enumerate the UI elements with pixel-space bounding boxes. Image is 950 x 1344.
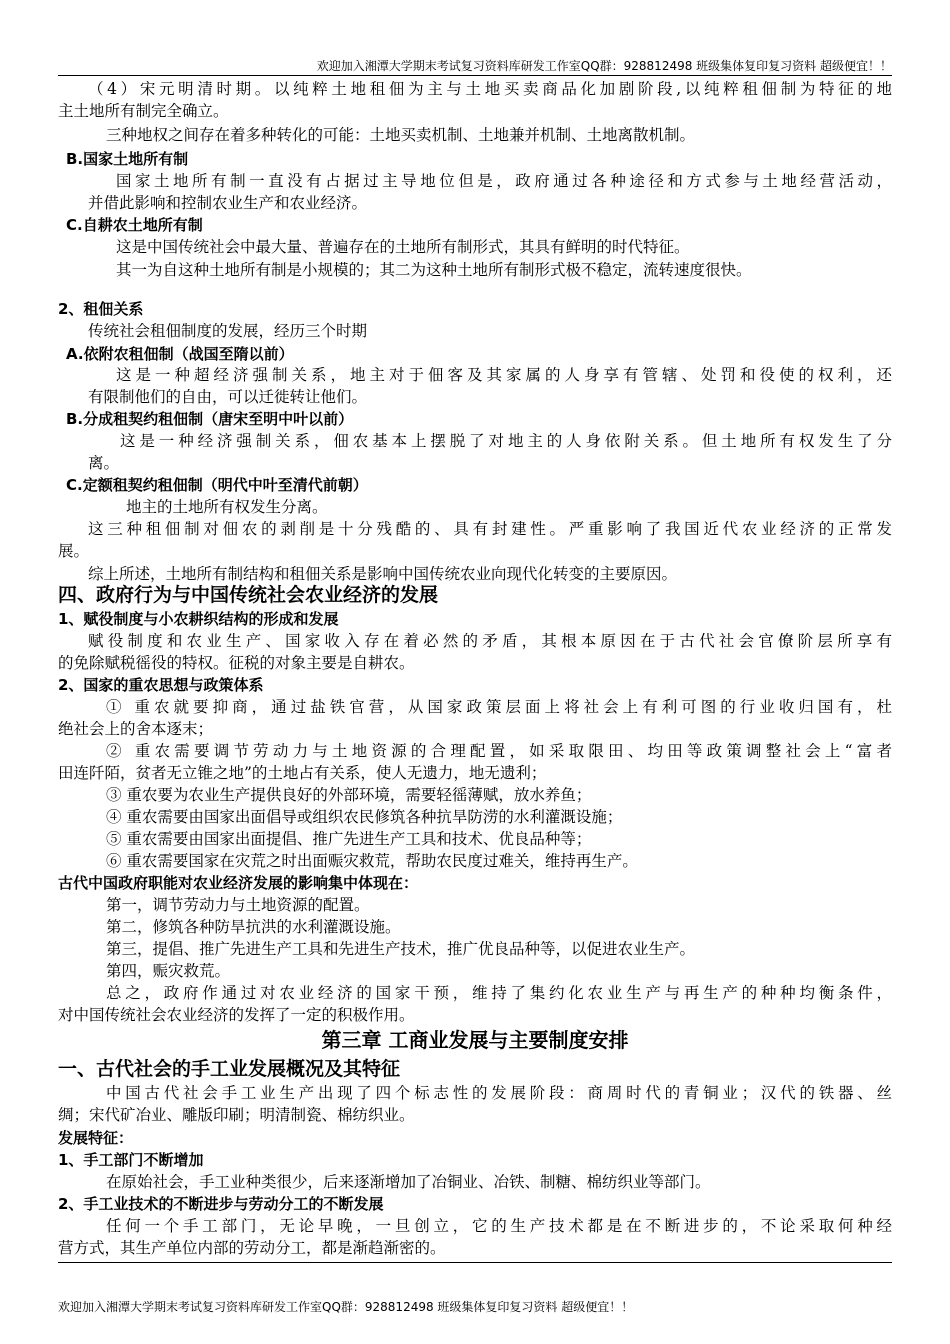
text-line: 绸；宋代矿冶业、雕版印刷；明清制瓷、棉纺织业。: [58, 1106, 415, 1124]
section-heading: B.国家土地所有制: [66, 150, 189, 168]
section-heading: A.依附农租佃制（战国至隋以前）: [66, 345, 294, 363]
list-item: ③ 重农要为农业生产提供良好的外部环境，需要轻徭薄赋，放水养鱼；: [106, 786, 592, 804]
text-line: 地主的土地所有权发生分离。: [126, 498, 328, 516]
text-line: 第二，修筑各种防旱抗洪的水利灌溉设施。: [106, 918, 401, 936]
text-line: 第四，赈灾救荒。: [106, 962, 231, 980]
list-item: ① 重农就要抑商，通过盐铁官营，从国家政策层面上将社会上有利可图的行业收归国有，杜: [106, 698, 892, 716]
page-footer: 欢迎加入湘潭大学期末考试复习资料库研发工作室QQ群：928812498 班级集体复印复习资料 超级便宜！！: [58, 1300, 634, 1314]
text-line: 这是中国传统社会中最大量、普遍存在的土地所有制形式，其具有鲜明的时代特征。: [116, 238, 690, 256]
text-line: 营方式，其生产单位内部的劳动分工，都是渐趋渐密的。: [58, 1239, 446, 1257]
text-line: 第三，提倡、推广先进生产工具和先进生产技术，推广优良品种等，以促进农业生产。: [106, 940, 696, 958]
text-line: 这三种租佃制对佃农的剥削是十分残酷的、具有封建性。严重影响了我国近代农业经济的正常发: [88, 520, 892, 538]
chapter-title: 第三章 工商业发展与主要制度安排: [321, 1028, 629, 1052]
text-line: 国家土地所有制一直没有占据过主导地位但是，政府通过各种途径和方式参与土地经营活动，: [116, 172, 892, 190]
chapter-section-title: 四、政府行为与中国传统社会农业经济的发展: [58, 584, 439, 606]
text-line: 并借此影响和控制农业生产和农业经济。: [88, 194, 368, 212]
section-heading: C.定额租契约租佃制（明代中叶至清代前朝）: [66, 476, 368, 494]
text-line: 赋役制度和农业生产、国家收入存在着必然的矛盾，其根本原因在于古代社会官僚阶层所享有: [88, 632, 892, 650]
section-heading: B.分成租契约租佃制（唐宋至明中叶以前）: [66, 410, 354, 428]
chapter-section-title: 一、古代社会的手工业发展概况及其特征: [58, 1058, 401, 1080]
text-line: 田连阡陌，贫者无立锥之地”的土地占有关系，使人无遗力，地无遗利；: [58, 764, 547, 782]
section-heading: 2、国家的重农思想与政策体系: [58, 676, 264, 694]
text-line: 任何一个手工部门，无论早晚，一旦创立，它的生产技术都是在不断进步的，不论采取何种经: [106, 1217, 892, 1235]
text-line: 这是一种超经济强制关系，地主对于佃客及其家属的人身享有管辖、处罚和役使的权利，还: [116, 366, 892, 384]
list-item: ④ 重农需要由国家出面倡导或组织农民修筑各种抗旱防涝的水利灌溉设施；: [106, 808, 623, 826]
text-line: 的免除赋税徭役的特权。征税的对象主要是自耕农。: [58, 654, 415, 672]
text-line: 主土地所有制完全确立。: [58, 102, 229, 120]
section-heading: 1、赋役制度与小农耕织结构的形成和发展: [58, 610, 339, 628]
text-line: 中国古代社会手工业生产出现了四个标志性的发展阶段：商周时代的青铜业；汉代的铁器、丝: [106, 1084, 892, 1102]
page-header: 欢迎加入湘潭大学期末考试复习资料库研发工作室QQ群：928812498 班级集体复印复习资料 超级便宜！！: [316, 59, 892, 73]
section-heading: 2、租佃关系: [58, 300, 144, 318]
text-line: 这是一种经济强制关系，佃农基本上摆脱了对地主的人身依附关系。但土地所有权发生了分: [120, 432, 892, 450]
text-line: 传统社会租佃制度的发展，经历三个时期: [88, 322, 368, 340]
text-line: 绝社会上的舍本逐末；: [58, 720, 214, 738]
list-item: ⑥ 重农需要国家在灾荒之时出面赈灾救荒，帮助农民度过难关，维持再生产。: [106, 852, 638, 870]
text-line: 总之，政府作通过对农业经济的国家干预，维持了集约化农业生产与再生产的种种均衡条件，: [106, 984, 892, 1002]
header-rule: [58, 75, 892, 76]
text-line: 综上所述，土地所有制结构和租佃关系是影响中国传统农业向现代化转变的主要原因。: [88, 565, 678, 583]
section-heading: 1、手工部门不断增加: [58, 1151, 204, 1169]
text-line: 三种地权之间存在着多种转化的可能：土地买卖机制、土地兼并机制、土地离散机制。: [106, 126, 696, 144]
list-item: ② 重农需要调节劳动力与土地资源的合理配置，如采取限田、均田等政策调整社会上“富者: [106, 742, 892, 760]
section-heading: 古代中国政府职能对农业经济发展的影响集中体现在：: [58, 874, 419, 892]
text-line: （4）宋元明清时期。以纯粹土地租佃为主与土地买卖商品化加剧阶段,以纯粹租佃制为特征的地: [88, 80, 892, 98]
text-line: 展。: [58, 542, 90, 560]
list-item: ⑤ 重农需要由国家出面提倡、推广先进生产工具和技术、优良品种等；: [106, 830, 592, 848]
text-line: 其一为自这种土地所有制是小规模的；其二为这种土地所有制形式极不稳定，流转速度很快。: [116, 261, 752, 279]
text-line: 有限制他们的自由，可以迁徙转让他们。: [88, 388, 368, 406]
text-line: 在原始社会，手工业种类很少，后来逐渐增加了冶铜业、冶铁、制糖、棉纺织业等部门。: [106, 1173, 711, 1191]
text-line: 对中国传统社会农业经济的发挥了一定的积极作用。: [58, 1006, 415, 1024]
footer-rule: [58, 1262, 892, 1263]
section-heading: 2、手工业技术的不断进步与劳动分工的不断发展: [58, 1195, 384, 1213]
text-line: 离。: [88, 454, 120, 472]
section-heading: 发展特征：: [58, 1129, 134, 1147]
section-heading: C.自耕农土地所有制: [66, 216, 203, 234]
text-line: 第一，调节劳动力与土地资源的配置。: [106, 896, 370, 914]
